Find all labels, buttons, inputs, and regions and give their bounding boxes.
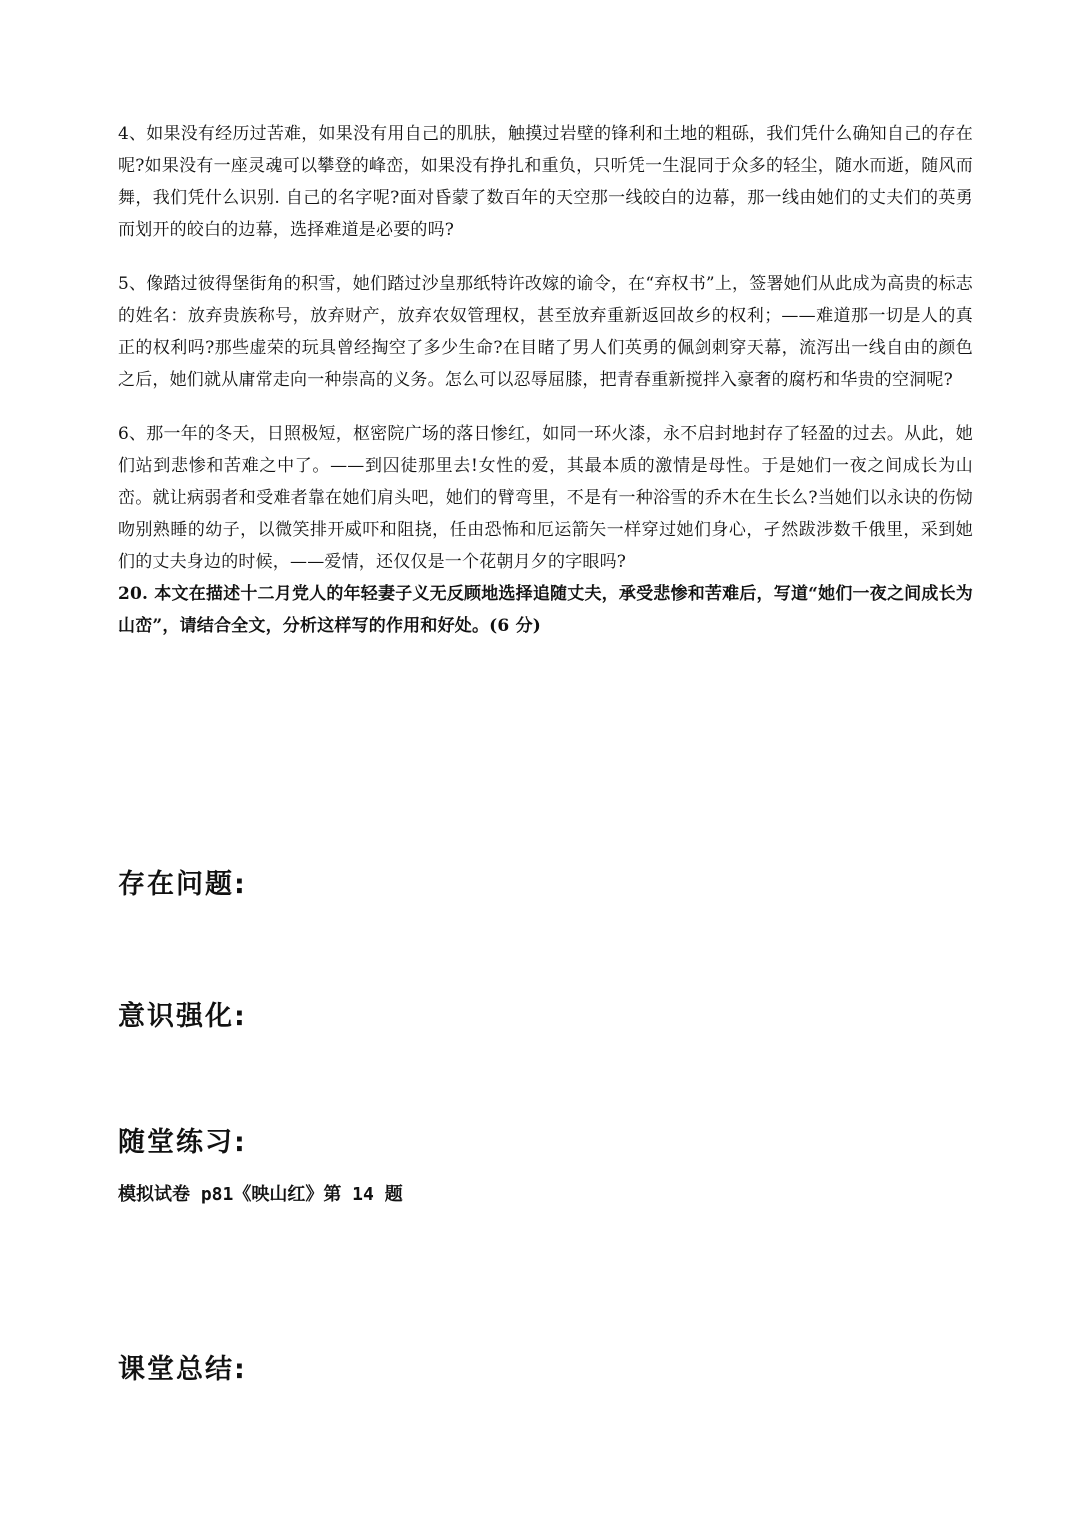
question-20: 20. 本文在描述十二月党人的年轻妻子义无反顾地选择追随丈夫，承受悲惨和苦难后，写道“她们一夜之间成长为山峦”，请结合全文，分析这样写的作用和好处。(6 分) bbox=[118, 584, 973, 636]
heading-summary: 课堂总结: bbox=[118, 1354, 247, 1385]
heading-awareness: 意识强化: bbox=[118, 1001, 247, 1032]
practice-item: 模拟试卷 p81《映山红》第 14 题 bbox=[118, 1184, 403, 1205]
document-body bbox=[118, 118, 973, 642]
paragraph-5: 5、像踏过彼得堡街角的积雪，她们踏过沙皇那纸特许改嫁的谕令，在“弃权书”上，签署她们从此成为高贵的标志的姓名：放弃贵族称号，放弃财产，放弃农奴管理权，甚至放弃重新返回故乡的权利；——难道那一切是人的真正的权利吗?那些虚荣的玩具曾经掏空了多少生命?在目睹了男人们英勇的佩剑刺穿天幕，流泻出一线自由的颜色之后，她们就从庸常走向一种崇高的义务。怎么可以忍辱屈膝，把青春重新搅拌入豪奢的腐朽和华贵的空洞呢? bbox=[118, 274, 973, 390]
paragraph-4: 4、如果没有经历过苦难，如果没有用自己的肌肤，触摸过岩壁的锋利和土地的粗砾，我们凭什么确知自己的存在呢?如果没有一座灵魂可以攀登的峰峦，如果没有挣扎和重负，只听凭一生混同于众多的轻尘，随水而逝，随风而舞，我们凭什么识别. 自己的名字呢?面对昏蒙了数百年的天空那一线皎白的边幕，那一线由她们的丈夫们的英勇而划开的皎白的边幕，选择难道是必要的吗? bbox=[118, 124, 973, 240]
paragraph-6: 6、那一年的冬天，日照极短，枢密院广场的落日惨红，如同一环火漆，永不启封地封存了轻盈的过去。从此，她们站到悲惨和苦难之中了。——到囚徒那里去!女性的爱，其最本质的激情是母性。于是她们一夜之间成长为山峦。就让病弱者和受难者靠在她们肩头吧，她们的臂弯里，不是有一种浴雪的乔木在生长么?当她们以永诀的伤恸吻别熟睡的幼子，以微笑排开威吓和阻挠，任由恐怖和厄运箭矢一样穿过她们身心，孑然跋涉数千俄里，采到她们的丈夫身边的时候，——爱情，还仅仅是一个花朝月夕的字眼吗? bbox=[118, 424, 973, 572]
heading-practice: 随堂练习: bbox=[118, 1127, 247, 1158]
heading-problems: 存在问题: bbox=[118, 869, 247, 900]
